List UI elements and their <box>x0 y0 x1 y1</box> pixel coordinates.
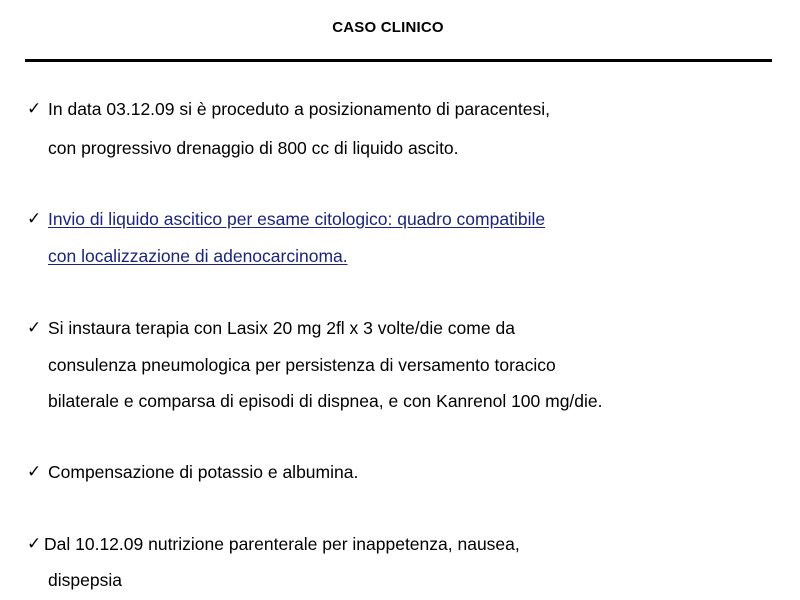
check-icon: ✓ <box>27 209 42 229</box>
bullet-4-line-1: Compensazione di potassio e albumina. <box>48 462 359 482</box>
check-icon: ✓ <box>27 534 42 554</box>
check-icon: ✓ <box>27 318 42 338</box>
bullet-3-line-3: bilaterale e comparsa di episodi di dispnea, e con Kanrenol 100 mg/die. <box>48 391 603 411</box>
title-divider <box>25 59 772 62</box>
bullet-2-link-line-1[interactable]: Invio di liquido ascitico per esame citologico: quadro compatibile <box>48 209 546 229</box>
bullet-1-line-1: In data 03.12.09 si è proceduto a posizionamento di paracentesi, <box>48 99 551 119</box>
bullet-3-line-1: Si instaura terapia con Lasix 20 mg 2fl x 3 volte/die come da <box>48 318 515 338</box>
bullet-1-line-2: con progressivo drenaggio di 800 cc di liquido ascito. <box>48 138 459 158</box>
slide-title: CASO CLINICO <box>332 19 444 36</box>
bullet-3-line-2: consulenza pneumologica per persistenza di versamento toracico <box>48 355 556 375</box>
check-icon: ✓ <box>27 462 42 482</box>
check-icon: ✓ <box>27 99 42 119</box>
bullet-5-line-2: dispepsia <box>48 570 122 590</box>
bullet-2-link-line-2[interactable]: con localizzazione di adenocarcinoma. <box>48 246 348 266</box>
bullet-5-line-1: Dal 10.12.09 nutrizione parenterale per inappetenza, nausea, <box>44 534 520 554</box>
